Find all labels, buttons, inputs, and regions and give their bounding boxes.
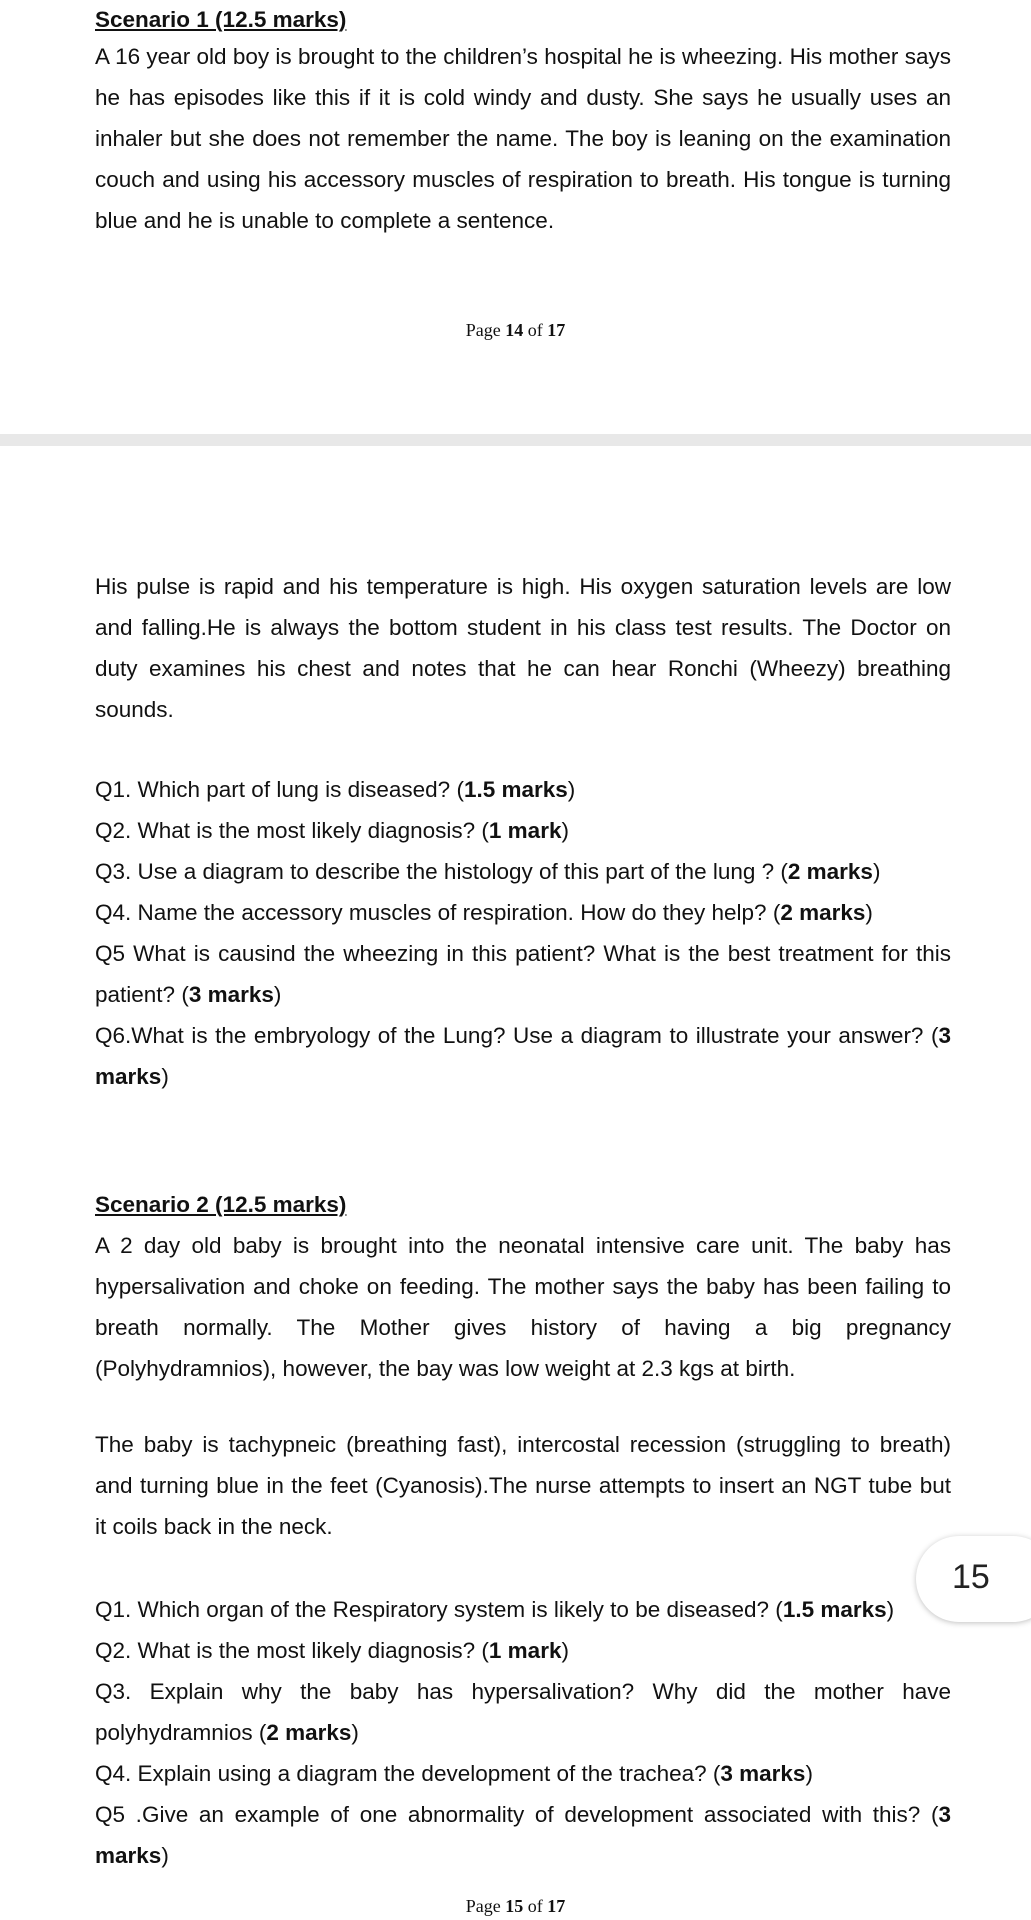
scenario-1-questions — [95, 769, 951, 1097]
question-item — [95, 933, 951, 1015]
question-marks: 3 marks — [95, 1802, 951, 1868]
question-text: Q6.What is the embryology of the Lung? Use a diagram to illustrate your answer? ( — [95, 1023, 939, 1048]
question-text: Q4. Explain using a diagram the development of the trachea? ( — [95, 1761, 721, 1786]
document-page-14 — [0, 0, 1031, 434]
question-item — [95, 1015, 951, 1097]
page-indicator-number: 15 — [952, 1558, 990, 1596]
question-close: ) — [561, 1638, 569, 1663]
scenario-2-paragraph-2: The baby is tachypneic (breathing fast), intercostal recession (struggling to breath) and turning blue in the feet (Cyanosis).The nurse attempts to insert an NGT tube but it coils back in the neck. — [95, 1432, 951, 1539]
question-item — [95, 892, 951, 933]
page-of-label: of — [527, 320, 543, 340]
question-text: Q5 .Give an example of one abnormality of development associated with this? ( — [95, 1802, 939, 1827]
document-page-15 — [0, 446, 1031, 1920]
question-close: ) — [872, 859, 881, 884]
question-text: Q2. What is the most likely diagnosis? ( — [95, 818, 489, 843]
question-item — [95, 851, 951, 892]
question-marks: 2 marks — [266, 1720, 352, 1745]
question-marks: 3 marks — [720, 1761, 806, 1786]
question-marks: 2 marks — [780, 900, 866, 925]
question-marks: 2 marks — [787, 859, 873, 884]
question-item — [95, 1671, 951, 1753]
scenario-2-paragraph-1: A 2 day old baby is brought into the neonatal intensive care unit. The baby has hypersalivation and choke on feeding. The mother says the baby has been failing to breath normally. The Mother gives history of having a big pregnancy (Polyhydramnios), however, the bay was low weight at 2.3 kgs at birth. — [95, 1233, 951, 1381]
question-item — [95, 1753, 951, 1794]
scenario-2-block — [95, 1184, 951, 1389]
question-close: ) — [865, 900, 873, 925]
question-text: Q5 What is causind the wheezing in this patient? What is the best treatment for this patient? ( — [95, 941, 951, 1007]
question-marks: 1 mark — [488, 818, 562, 843]
question-close: ) — [561, 818, 569, 843]
scenario-1-block — [95, 4, 951, 241]
page-indicator-bubble[interactable] — [916, 1536, 1031, 1622]
question-marks: 1.5 marks — [463, 777, 568, 802]
question-text: Q1. Which part of lung is diseased? ( — [95, 777, 464, 802]
scenario-2-questions — [95, 1589, 951, 1876]
question-close: ) — [273, 982, 282, 1007]
question-text: Q1. Which organ of the Respiratory system is likely to be diseased? ( — [95, 1597, 783, 1622]
page-label: Page — [465, 320, 501, 340]
page-label: Page — [465, 1896, 501, 1916]
question-close: ) — [161, 1843, 169, 1868]
page-separator — [0, 434, 1031, 446]
question-text: Q3. Use a diagram to describe the histology of this part of the lung ? ( — [95, 859, 788, 884]
question-text: Q3. Explain why the baby has hypersalivation? Why did the mother have polyhydramnios ( — [95, 1679, 951, 1745]
scenario-2-heading: Scenario 2 (12.5 marks) — [95, 1192, 347, 1217]
scenario-1-continued — [95, 566, 951, 730]
question-close: ) — [567, 777, 576, 802]
question-close: ) — [351, 1720, 359, 1745]
scenario-1-paragraph: A 16 year old boy is brought to the children’s hospital he is wheezing. His mother says he has episodes like this if it is cold windy and dusty. She says he usually uses an inhaler but she does not remember the name. The boy is leaning on the examination couch and using his accessory muscles of respiration to breath. His tongue is turning blue and he is unable to complete a sentence. — [95, 44, 951, 233]
question-item — [95, 1589, 951, 1630]
question-item — [95, 769, 951, 810]
question-close: ) — [886, 1597, 895, 1622]
question-marks: 1.5 marks — [782, 1597, 887, 1622]
question-marks: 1 mark — [488, 1638, 562, 1663]
question-item — [95, 810, 951, 851]
question-marks: 3 marks — [188, 982, 274, 1007]
page-number-14 — [0, 320, 1031, 341]
page-total: 17 — [547, 320, 566, 340]
page-of-label: of — [527, 1896, 543, 1916]
question-close: ) — [161, 1064, 169, 1089]
question-marks: 3 marks — [95, 1023, 951, 1089]
page-total: 17 — [547, 1896, 566, 1916]
question-text: Q2. What is the most likely diagnosis? ( — [95, 1638, 489, 1663]
page-number: 14 — [505, 320, 524, 340]
page-number-15 — [0, 1896, 1031, 1917]
question-item — [95, 1794, 951, 1876]
question-close: ) — [805, 1761, 813, 1786]
question-text: Q4. Name the accessory muscles of respiration. How do they help? ( — [95, 900, 781, 925]
scenario-2-block-2 — [95, 1424, 951, 1547]
scenario-1-heading: Scenario 1 (12.5 marks) — [95, 7, 347, 32]
scenario-1-paragraph-2: His pulse is rapid and his temperature is high. His oxygen saturation levels are low and falling.He is always the bottom student in his class test results. The Doctor on duty examines his chest and notes that he can hear Ronchi (Wheezy) breathing sounds. — [95, 574, 951, 722]
question-item — [95, 1630, 951, 1671]
page-number: 15 — [505, 1896, 524, 1916]
